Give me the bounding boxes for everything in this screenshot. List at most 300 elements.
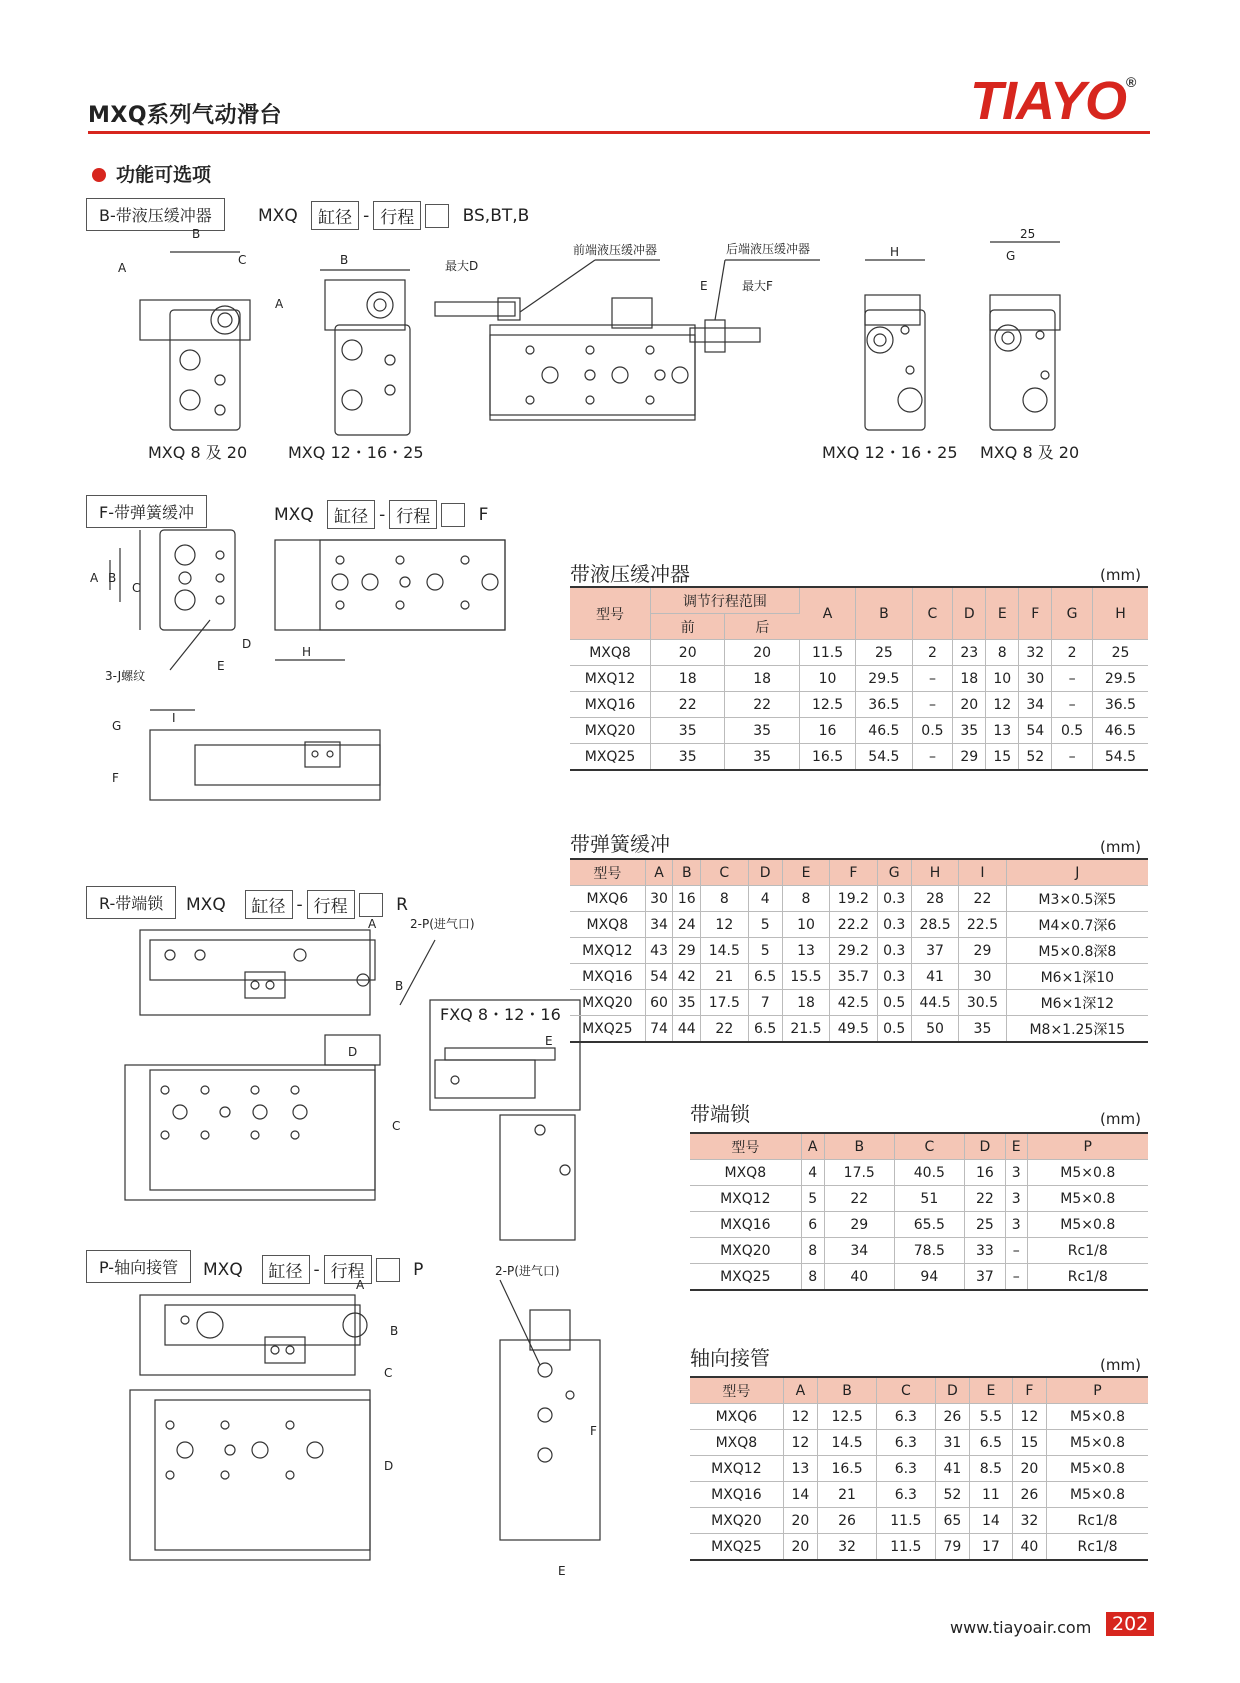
thread-label: 3-J螺纹 (105, 669, 146, 683)
option-p-code: MXQ 缸径 - 行程 P (203, 1255, 423, 1284)
table-header-cell: B (818, 1377, 877, 1404)
table-cell: 31 (935, 1430, 969, 1456)
col-c: C (912, 587, 953, 640)
table-cell: MXQ6 (690, 1404, 783, 1430)
table-cell: 52 (935, 1482, 969, 1508)
table-cell: 17.5 (824, 1160, 894, 1186)
table-cell: 15 (986, 744, 1019, 771)
table-cell: 94 (894, 1264, 964, 1291)
axial-dim-c: C (384, 1366, 393, 1380)
table-cell: 13 (783, 1456, 817, 1482)
axial-dim-f: F (590, 1424, 597, 1438)
table-header-cell: 型号 (690, 1133, 801, 1160)
table-cell: MXQ12 (570, 938, 645, 964)
table-cell: 35 (673, 990, 701, 1016)
col-d: D (953, 587, 986, 640)
table-cell: 2 (912, 640, 953, 666)
table-cell: M6×1深10 (1040, 969, 1115, 986)
table-cell: 12 (783, 1404, 817, 1430)
port-label-2: 2-P(进气口) (495, 1264, 560, 1278)
table-cell: M5×0.8 (1070, 1460, 1126, 1477)
lock-dim-c: C (392, 1119, 401, 1133)
table-cell: 4 (801, 1160, 824, 1186)
table-cell: 17.5 (701, 990, 748, 1016)
table-cell: 35.7 (830, 964, 877, 990)
lock-dim-b: B (395, 979, 404, 993)
table-cell: 14 (783, 1482, 817, 1508)
table-cell: M5×0.8 (1060, 1190, 1116, 1207)
header-rule (88, 131, 1150, 134)
table-cell: 5 (801, 1186, 824, 1212)
table-cell: 0.5 (912, 718, 953, 744)
table-cell: 12.5 (799, 692, 855, 718)
table-cell: MXQ12 (690, 1456, 783, 1482)
axial-dim-e: E (558, 1564, 566, 1578)
axial-dim-a: A (356, 1278, 365, 1292)
table-cell: 42 (673, 964, 701, 990)
spring-dim-a: A (90, 571, 99, 585)
col-e: E (986, 587, 1019, 640)
table-header-cell: H (911, 859, 958, 886)
hydraulic-absorber-drawings (118, 227, 1150, 470)
axial-dim-d: D (384, 1459, 394, 1473)
table-cell: 18 (651, 666, 725, 692)
table-cell: Rc1/8 (1067, 1268, 1108, 1285)
max-f-label: 最大F (742, 279, 773, 293)
table-cell: 22 (701, 1016, 748, 1043)
table-cell: 8 (801, 1264, 824, 1291)
table-cell: MXQ25 (690, 1264, 801, 1291)
caption-b4: MXQ 8 及 20 (980, 443, 1080, 462)
spring-cushion-drawings (80, 520, 520, 820)
hydraulic-table-unit: (mm) (1100, 566, 1141, 584)
table-cell: 35 (953, 718, 986, 744)
table-cell: 16 (799, 718, 855, 744)
table-cell: 37 (964, 1264, 1005, 1291)
table-cell: 49.5 (830, 1016, 877, 1043)
table-cell: 12 (701, 912, 748, 938)
dim-label-a: A (118, 261, 127, 275)
table-row (570, 692, 1148, 718)
table-header-cell: D (748, 859, 782, 886)
table-cell: MXQ8 (570, 912, 645, 938)
table-cell: 11.5 (876, 1534, 935, 1561)
table-cell: MXQ16 (570, 692, 651, 718)
table-cell: M8×1.25深15 (1029, 1021, 1126, 1038)
table-cell: 41 (935, 1456, 969, 1482)
table-row (690, 1212, 1148, 1238)
table-row (570, 718, 1148, 744)
axial-table-title: 轴向接管 (690, 1346, 770, 1370)
table-cell: 26 (818, 1508, 877, 1534)
table-header-cell: P (1047, 1377, 1148, 1404)
table-cell: 10 (782, 912, 829, 938)
table-cell: 12 (986, 692, 1019, 718)
axial-piping-table (690, 1376, 1148, 1561)
table-row (570, 744, 1148, 771)
table-row (690, 1430, 1148, 1456)
page-title: MXQ系列气动滑台 (88, 103, 283, 128)
table-cell: 52 (1019, 744, 1052, 771)
table-cell: M5×0.8 (1070, 1486, 1126, 1503)
table-cell: M5×0.8 (1060, 1216, 1116, 1233)
table-cell: MXQ25 (690, 1534, 783, 1561)
table-cell: 0.3 (877, 886, 911, 912)
table-cell: 34 (645, 912, 673, 938)
table-cell: MXQ16 (690, 1212, 801, 1238)
table-cell: 18 (782, 990, 829, 1016)
table-cell: 20 (783, 1534, 817, 1561)
table-header-cell: D (935, 1377, 969, 1404)
option-f-label: F-带弹簧缓冲 (86, 495, 207, 528)
caption-b3: MXQ 12・16・25 (822, 443, 958, 462)
end-lock-drawings (110, 917, 630, 1250)
table-cell: 26 (935, 1404, 969, 1430)
table-cell: 78.5 (894, 1238, 964, 1264)
table-cell: – (1052, 744, 1093, 771)
table-row (690, 1404, 1148, 1430)
table-cell: 22.5 (959, 912, 1006, 938)
table-cell: 0.3 (877, 912, 911, 938)
table-row (690, 1482, 1148, 1508)
table-cell: 22.2 (830, 912, 877, 938)
table-cell: 29 (673, 938, 701, 964)
table-header-cell: G (877, 859, 911, 886)
table-cell: MXQ20 (570, 718, 651, 744)
table-cell: 3 (1005, 1186, 1027, 1212)
table-cell: 44 (673, 1016, 701, 1043)
table-cell: MXQ12 (690, 1186, 801, 1212)
table-cell: 14.5 (701, 938, 748, 964)
table-cell: M5×0.8 (1060, 1164, 1116, 1181)
table-cell: 6.5 (748, 1016, 782, 1043)
table-cell: 10 (799, 666, 855, 692)
table-cell: MXQ16 (570, 964, 645, 990)
max-d-label: 最大D (445, 259, 479, 273)
table-cell: 12 (783, 1430, 817, 1456)
spring-dim-d: D (242, 637, 252, 651)
table-cell: 16.5 (818, 1456, 877, 1482)
table-cell: 40 (824, 1264, 894, 1291)
table-cell: 24 (673, 912, 701, 938)
front-absorber-label: 前端液压缓冲器 (573, 243, 658, 257)
dim-label-e: E (700, 279, 708, 293)
table-header-cell: B (673, 859, 701, 886)
table-header-cell: P (1027, 1133, 1148, 1160)
dim-label-h: H (890, 245, 900, 259)
table-row (690, 1186, 1148, 1212)
table-row (570, 1016, 1148, 1043)
spring-table-unit: (mm) (1100, 838, 1141, 856)
table-cell: MXQ25 (570, 744, 651, 771)
table-cell: 33 (964, 1238, 1005, 1264)
section-title: 功能可选项 (92, 160, 211, 187)
table-cell: 18 (953, 666, 986, 692)
lock-table-unit: (mm) (1100, 1110, 1141, 1128)
table-cell: 29.5 (856, 666, 912, 692)
table-cell: M5×0.8 (1070, 1408, 1126, 1425)
table-cell: 20 (1012, 1456, 1046, 1482)
table-cell: 40.5 (894, 1160, 964, 1186)
spring-cushion-table (570, 858, 1148, 1043)
table-cell: 6 (801, 1212, 824, 1238)
table-cell: 74 (645, 1016, 673, 1043)
table-cell: M4×0.7深6 (1038, 917, 1117, 934)
table-cell: 21 (701, 964, 748, 990)
table-cell: 17 (970, 1534, 1013, 1561)
col-f: F (1019, 587, 1052, 640)
hydraulic-absorber-table (570, 586, 1148, 771)
table-row (570, 990, 1148, 1016)
table-cell: Rc1/8 (1067, 1242, 1108, 1259)
table-cell: MXQ16 (690, 1482, 783, 1508)
table-cell: 65.5 (894, 1212, 964, 1238)
table-header-cell: C (876, 1377, 935, 1404)
table-cell: 14 (970, 1508, 1013, 1534)
table-cell: 13 (782, 938, 829, 964)
hydraulic-table-title: 带液压缓冲器 (570, 562, 690, 586)
spring-dim-e: E (217, 659, 225, 673)
table-cell: 34 (1019, 692, 1052, 718)
dim-label-b: B (192, 227, 201, 241)
table-cell: 6.5 (970, 1430, 1013, 1456)
table-cell: 25 (856, 640, 912, 666)
table-cell: 46.5 (1104, 722, 1137, 739)
table-header-cell: F (1012, 1377, 1046, 1404)
caption-fxq: FXQ 8・12・16 (440, 1005, 561, 1024)
table-cell: MXQ20 (690, 1238, 801, 1264)
table-cell: 7 (748, 990, 782, 1016)
table-cell: 21.5 (782, 1016, 829, 1043)
caption-b1: MXQ 8 及 20 (148, 443, 248, 462)
table-cell: 8.5 (970, 1456, 1013, 1482)
axial-table-unit: (mm) (1100, 1356, 1141, 1374)
table-cell: 6.5 (748, 964, 782, 990)
table-cell: MXQ6 (570, 886, 645, 912)
table-row (690, 1264, 1148, 1291)
col-rear: 后 (725, 614, 799, 640)
table-cell: 30 (959, 964, 1006, 990)
table-cell: MXQ8 (570, 640, 651, 666)
table-cell: 26 (1012, 1482, 1046, 1508)
col-range: 调节行程范围 (651, 587, 800, 614)
option-r-code: MXQ 缸径 - 行程 R (186, 890, 408, 919)
table-header-cell: A (801, 1133, 824, 1160)
table-cell: 16 (673, 886, 701, 912)
table-cell: 11.5 (876, 1508, 935, 1534)
col-b: B (856, 587, 912, 640)
table-cell: 22 (824, 1186, 894, 1212)
table-cell: 5.5 (970, 1404, 1013, 1430)
table-cell: – (1052, 666, 1093, 692)
option-p-label: P-轴向接管 (86, 1250, 191, 1283)
table-cell: Rc1/8 (1077, 1512, 1118, 1529)
table-cell: 6.3 (876, 1404, 935, 1430)
table-header-cell: 型号 (690, 1377, 783, 1404)
table-cell: 8 (986, 640, 1019, 666)
table-cell: – (912, 666, 953, 692)
table-cell: 22 (959, 886, 1006, 912)
table-cell: M6×1深12 (1040, 995, 1115, 1012)
table-cell: 2 (1052, 640, 1093, 666)
end-lock-table (690, 1132, 1148, 1291)
table-header-cell: C (701, 859, 748, 886)
footer-url[interactable]: www.tiayoair.com (950, 1618, 1092, 1637)
table-cell: 29 (824, 1212, 894, 1238)
table-cell: 29.5 (1104, 670, 1137, 687)
table-cell: 65 (935, 1508, 969, 1534)
table-header-cell: J (1006, 859, 1148, 886)
table-row (570, 912, 1148, 938)
dim-label-25: 25 (1020, 227, 1036, 241)
table-cell: 35 (651, 718, 725, 744)
spring-dim-f: F (112, 771, 119, 785)
table-cell: 51 (894, 1186, 964, 1212)
table-cell: MXQ25 (570, 1016, 645, 1043)
table-cell: 16 (964, 1160, 1005, 1186)
spring-table-title: 带弹簧缓冲 (570, 832, 670, 856)
spring-dim-i: I (172, 711, 176, 725)
table-cell: 0.5 (877, 990, 911, 1016)
spring-dim-h: H (302, 645, 312, 659)
table-cell: 12.5 (818, 1404, 877, 1430)
table-cell: 35 (725, 718, 799, 744)
table-row (570, 640, 1148, 666)
table-cell: 0.3 (877, 938, 911, 964)
caption-b2: MXQ 12・16・25 (288, 443, 424, 462)
option-b-code: MXQ 缸径 - 行程 BS,BT,B (258, 201, 529, 230)
table-cell: 15.5 (782, 964, 829, 990)
table-header-cell: E (1005, 1133, 1027, 1160)
lock-dim-d: D (348, 1045, 358, 1059)
dim-label-c: C (238, 253, 247, 267)
table-cell: 10 (986, 666, 1019, 692)
table-cell: MXQ8 (690, 1430, 783, 1456)
table-cell: 0.5 (877, 1016, 911, 1043)
bullet-icon (92, 168, 106, 182)
table-cell: 20 (953, 692, 986, 718)
table-row (690, 1238, 1148, 1264)
table-header-cell: A (645, 859, 673, 886)
table-cell: 4 (748, 886, 782, 912)
table-cell: 54.5 (856, 744, 912, 771)
table-header-cell: C (894, 1133, 964, 1160)
table-header-cell: A (783, 1377, 817, 1404)
table-cell: 21 (818, 1482, 877, 1508)
table-cell: MXQ12 (570, 666, 651, 692)
table-cell: 29 (959, 938, 1006, 964)
table-row (690, 1160, 1148, 1186)
table-header-cell: F (830, 859, 877, 886)
lock-dim-e: E (545, 1034, 553, 1048)
table-row (690, 1456, 1148, 1482)
table-cell: 6.3 (876, 1482, 935, 1508)
table-row (570, 886, 1148, 912)
table-cell: 46.5 (856, 718, 912, 744)
table-cell: 28 (911, 886, 958, 912)
table-cell: 11.5 (799, 640, 855, 666)
table-cell: 43 (645, 938, 673, 964)
table-cell: 32 (1012, 1508, 1046, 1534)
spring-dim-c: C (132, 581, 141, 595)
table-cell: 30 (1019, 666, 1052, 692)
lock-dim-a: A (368, 917, 377, 931)
table-cell: 54 (1019, 718, 1052, 744)
table-cell: 79 (935, 1534, 969, 1561)
table-cell: 35 (725, 744, 799, 771)
table-cell: 13 (986, 718, 1019, 744)
spring-dim-g: G (112, 719, 122, 733)
table-row (570, 666, 1148, 692)
spring-dim-b: B (108, 571, 117, 585)
table-cell: 32 (818, 1534, 877, 1561)
lock-table-title: 带端锁 (690, 1102, 750, 1126)
table-cell: M5×0.8 (1070, 1434, 1126, 1451)
table-cell: 34 (824, 1238, 894, 1264)
table-cell: 25 (964, 1212, 1005, 1238)
dim-label-g: G (1006, 249, 1016, 263)
table-cell: 35 (651, 744, 725, 771)
table-cell: 3 (1005, 1212, 1027, 1238)
table-cell: 50 (911, 1016, 958, 1043)
col-model: 型号 (570, 587, 651, 640)
table-cell: 16.5 (799, 744, 855, 771)
table-cell: 6.3 (876, 1430, 935, 1456)
axial-dim-b: B (390, 1324, 399, 1338)
table-cell: 22 (725, 692, 799, 718)
table-cell: 30 (645, 886, 673, 912)
table-cell: 36.5 (856, 692, 912, 718)
table-cell: 25 (1111, 644, 1130, 661)
table-cell: 22 (964, 1186, 1005, 1212)
col-g: G (1052, 587, 1093, 640)
table-cell: 20 (725, 640, 799, 666)
dim-label-a-2: A (275, 297, 284, 311)
table-cell: 11 (970, 1482, 1013, 1508)
table-cell: 6.3 (876, 1456, 935, 1482)
table-row (690, 1508, 1148, 1534)
table-cell: 30.5 (959, 990, 1006, 1016)
table-row (570, 964, 1148, 990)
table-cell: 0.3 (877, 964, 911, 990)
table-cell: 54 (645, 964, 673, 990)
table-cell: 20 (651, 640, 725, 666)
option-b-label: B-带液压缓冲器 (86, 198, 225, 231)
table-cell: 36.5 (1104, 696, 1137, 713)
table-header-cell: D (964, 1133, 1005, 1160)
table-header-cell: E (782, 859, 829, 886)
table-cell: – (912, 692, 953, 718)
table-cell: 15 (1012, 1430, 1046, 1456)
dim-label-b-2: B (340, 253, 349, 267)
table-cell: 8 (801, 1238, 824, 1264)
table-cell: MXQ8 (690, 1160, 801, 1186)
table-header-cell: 型号 (570, 859, 645, 886)
table-header-cell: B (824, 1133, 894, 1160)
table-cell: 5 (748, 912, 782, 938)
table-cell: M3×0.5深5 (1038, 891, 1117, 908)
table-cell: 14.5 (818, 1430, 877, 1456)
table-cell: 35 (959, 1016, 1006, 1043)
table-cell: 40 (1012, 1534, 1046, 1561)
table-cell: 29.2 (830, 938, 877, 964)
table-cell: 54.5 (1104, 748, 1137, 765)
table-cell: M5×0.8深8 (1038, 943, 1117, 960)
table-cell: MXQ20 (570, 990, 645, 1016)
table-cell: 37 (911, 938, 958, 964)
table-cell: MXQ20 (690, 1508, 783, 1534)
table-row (690, 1534, 1148, 1561)
